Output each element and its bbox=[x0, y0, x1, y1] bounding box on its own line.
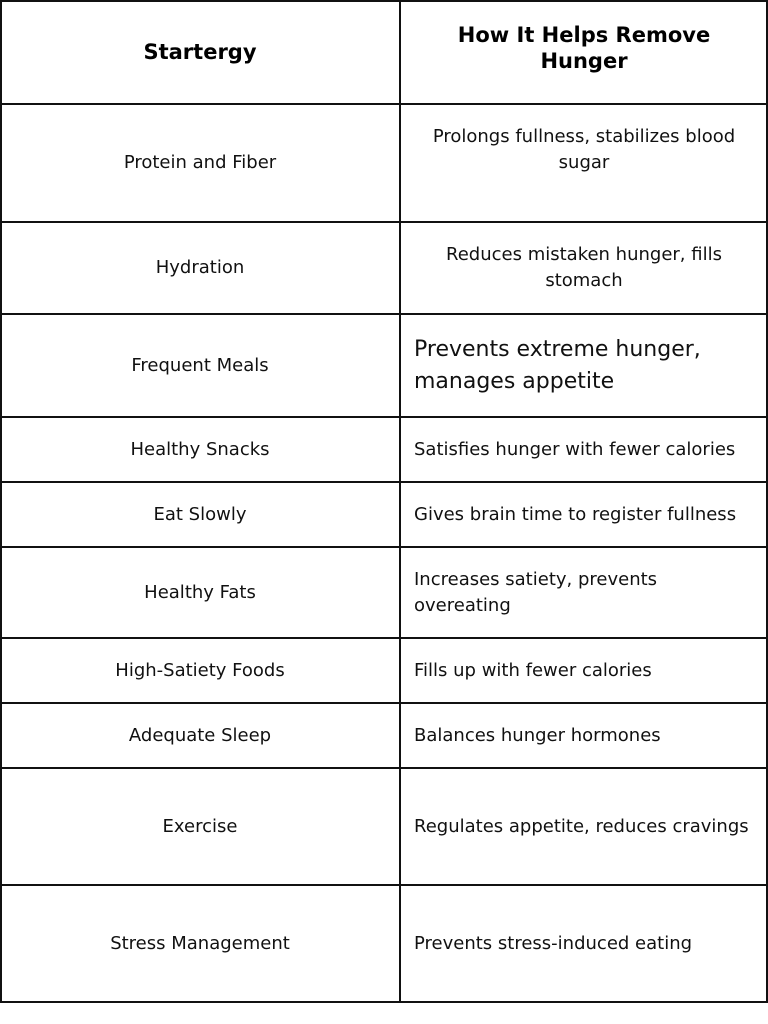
table-border-top bbox=[0, 0, 768, 2]
strategy-cell: Protein and Fiber bbox=[123, 152, 277, 173]
strategy-cell: Exercise bbox=[162, 815, 238, 837]
table-row bbox=[0, 703, 768, 768]
table-row bbox=[0, 885, 768, 1002]
header-strategy: Startergy bbox=[143, 40, 257, 64]
benefit-cell: Balances hunger hormones bbox=[414, 724, 661, 746]
benefit-cell: Prolongs fullness, stabilizes blood sugar bbox=[432, 126, 736, 173]
strategy-cell: Hydration bbox=[155, 257, 245, 278]
row-divider bbox=[0, 481, 768, 483]
benefit-cell: Increases satiety, prevents overeating bbox=[414, 568, 658, 616]
row-divider bbox=[0, 702, 768, 704]
table-row bbox=[0, 482, 768, 547]
strategy-cell: Stress Management bbox=[110, 932, 290, 954]
row-divider bbox=[0, 313, 768, 315]
row-divider bbox=[0, 221, 768, 223]
row-divider bbox=[0, 884, 768, 886]
benefit-cell: Fills up with fewer calories bbox=[414, 659, 652, 681]
strategy-cell: Eat Slowly bbox=[153, 503, 247, 525]
benefit-cell: Prevents extreme hunger, manages appetite bbox=[414, 336, 701, 394]
strategy-cell: High-Satiety Foods bbox=[115, 659, 285, 681]
table-row bbox=[0, 104, 768, 222]
row-divider bbox=[0, 767, 768, 769]
header-benefit: How It Helps Remove Hunger bbox=[457, 23, 711, 73]
benefit-cell: Reduces mistaken hunger, fills stomach bbox=[446, 244, 722, 291]
table-row bbox=[0, 638, 768, 703]
table-row bbox=[0, 314, 768, 417]
strategy-cell: Adequate Sleep bbox=[128, 724, 272, 746]
benefit-cell: Gives brain time to register fullness bbox=[414, 503, 737, 525]
table-row bbox=[0, 417, 768, 482]
benefit-cell: Regulates appetite, reduces cravings bbox=[414, 815, 749, 837]
row-divider bbox=[0, 637, 768, 639]
column-divider bbox=[399, 0, 401, 1003]
strategy-cell: Healthy Snacks bbox=[130, 438, 270, 460]
table-row bbox=[0, 547, 768, 638]
table-header-row bbox=[0, 0, 768, 104]
table-row bbox=[0, 222, 768, 314]
benefit-cell: Prevents stress-induced eating bbox=[414, 932, 693, 954]
strategy-cell: Healthy Fats bbox=[144, 581, 256, 603]
row-divider bbox=[0, 416, 768, 418]
benefit-cell: Satisfies hunger with fewer calories bbox=[414, 438, 736, 460]
row-divider bbox=[0, 546, 768, 548]
strategy-cell: Frequent Meals bbox=[131, 354, 269, 376]
table-border-left bbox=[0, 0, 2, 1003]
table-border-bottom bbox=[0, 1001, 768, 1003]
row-divider bbox=[0, 103, 768, 105]
table-row bbox=[0, 768, 768, 885]
